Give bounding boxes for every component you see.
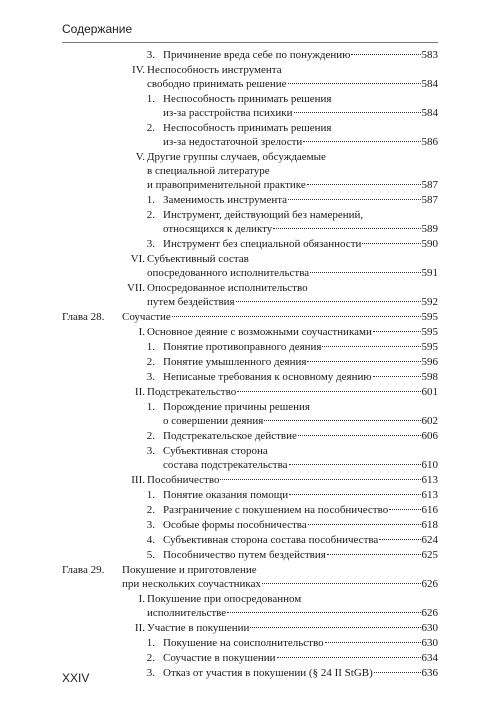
dot-leader [172, 316, 421, 317]
toc-subsection [0, 340, 500, 354]
toc-page-number: 583 [421, 49, 438, 61]
toc-section [0, 325, 500, 339]
toc-subsection [0, 92, 500, 120]
toc-title-line: Понятие противоправного деяния [163, 341, 322, 353]
toc-subsection [0, 503, 500, 517]
toc-title-line: Соучастие [122, 311, 171, 323]
toc-subsection [0, 121, 500, 149]
toc-leader-line [163, 636, 438, 650]
toc-subsection [0, 533, 500, 547]
toc-title-line: Понятие оказания помощи [163, 489, 289, 501]
toc-leader-line [122, 577, 438, 591]
toc-leader-line [163, 106, 438, 120]
dot-leader [389, 509, 420, 510]
toc-leader-line [163, 458, 438, 472]
toc-page-number: 610 [421, 459, 438, 471]
toc-number: 2. [146, 504, 155, 516]
toc-page-number: 636 [421, 667, 438, 679]
toc-page-number: 595 [421, 311, 438, 323]
toc-page-number: 626 [421, 607, 438, 619]
toc-title-line: Неспособность принимать решения [163, 122, 332, 134]
toc-leader-line [163, 193, 438, 207]
toc-leader-line [163, 414, 438, 428]
header-rule [62, 42, 438, 43]
toc-leader-line [163, 429, 438, 443]
toc-number: II. [134, 622, 145, 634]
dot-leader [307, 184, 421, 185]
toc-subsection [0, 651, 500, 665]
toc-page-number: 589 [421, 223, 438, 235]
toc-title-line: из-за недостаточной зрелости [163, 136, 303, 148]
toc-section [0, 621, 500, 635]
dot-leader [310, 272, 420, 273]
toc-title-line: о совершении деяния [163, 415, 264, 427]
toc-number: 5. [146, 549, 155, 561]
toc-title-line: Подстрекательское действие [163, 430, 297, 442]
toc-leader-line [163, 370, 438, 384]
dot-leader [288, 83, 421, 84]
toc-number: 3. [146, 371, 155, 383]
toc-leader-line [163, 488, 438, 502]
toc-number: 1. [146, 401, 155, 413]
dot-leader [373, 331, 421, 332]
toc-chapter [0, 563, 500, 591]
toc-subsection [0, 355, 500, 369]
toc-page-number: 630 [421, 622, 438, 634]
toc-page-number: 587 [421, 194, 438, 206]
dot-leader [307, 361, 420, 362]
toc-title-line: Пособничество путем бездействия [163, 549, 326, 561]
toc-page-number: 618 [421, 519, 438, 531]
toc-leader-line [163, 340, 438, 354]
toc-title-line: Покушение и приготовление [122, 564, 257, 576]
toc-title-line: Неспособность принимать решения [163, 93, 332, 105]
toc-subsection [0, 208, 500, 236]
toc-title-line: Неписаные требования к основному деянию [163, 371, 372, 383]
toc-title-line: Инструмент, действующий без намерений, [163, 209, 364, 221]
dot-leader [220, 479, 420, 480]
toc-subsection [0, 429, 500, 443]
dot-leader [373, 376, 421, 377]
toc-chapter [0, 310, 500, 324]
toc-page-number: 616 [421, 504, 438, 516]
toc-title-line: Субъективная сторона состава пособничества [163, 534, 379, 546]
toc-number: 3. [146, 49, 155, 61]
running-header: Содержание [62, 22, 133, 36]
toc-number: 1. [146, 489, 155, 501]
toc-subsection [0, 237, 500, 251]
toc-page-number: 598 [421, 371, 438, 383]
toc-title-line: Участие в покушении [147, 622, 250, 634]
toc-number: 2. [146, 209, 155, 221]
toc-subsection [0, 518, 500, 532]
toc-leader-line [163, 666, 438, 680]
toc-number: 3. [146, 519, 155, 531]
toc-page-number: 626 [421, 578, 438, 590]
dot-leader [227, 612, 420, 613]
toc-subsection [0, 636, 500, 650]
toc-number: 1. [146, 194, 155, 206]
toc-subsection [0, 548, 500, 562]
toc-leader-line [163, 518, 438, 532]
dot-leader [322, 346, 420, 347]
toc-page-number: 587 [421, 179, 438, 191]
toc-title-line: Основное деяние с возможными соучастниками [147, 326, 372, 338]
toc-number: I. [138, 593, 145, 605]
toc-title-line: Понятие умышленного деяния [163, 356, 307, 368]
dot-leader [303, 141, 420, 142]
toc-leader-line [163, 355, 438, 369]
toc-title-line: Пособничество [147, 474, 220, 486]
toc-number: 4. [146, 534, 155, 546]
dot-leader [327, 554, 421, 555]
toc-leader-line [147, 77, 438, 91]
toc-section [0, 592, 500, 620]
toc-number: 1. [146, 637, 155, 649]
toc-title-line: состава подстрекательства [163, 459, 288, 471]
dot-leader [298, 435, 421, 436]
toc-leader-line [163, 222, 438, 236]
toc-title-line: Неспособность инструмента [147, 64, 282, 76]
toc-subsection [0, 444, 500, 472]
toc-title-line: из-за расстройства психики [163, 107, 293, 119]
dot-leader [325, 642, 421, 643]
dot-leader [236, 301, 421, 302]
toc-number: V. [135, 151, 145, 163]
toc-title-line: и правоприменительной практике [147, 179, 306, 191]
toc-leader-line [147, 621, 438, 635]
toc-section [0, 281, 500, 309]
toc-page-number: 601 [421, 386, 438, 398]
toc-number: 1. [146, 341, 155, 353]
toc-title-line: Порождение причины решения [163, 401, 310, 413]
toc-leader-line [147, 295, 438, 309]
dot-leader [262, 583, 421, 584]
toc-page-number: 596 [421, 356, 438, 368]
toc-title-line: исполнительстве [147, 607, 227, 619]
toc-number: 3. [146, 445, 155, 457]
toc-number: III. [131, 474, 145, 486]
toc-page-number: 584 [421, 78, 438, 90]
toc-page-number: 606 [421, 430, 438, 442]
dot-leader [277, 657, 421, 658]
toc-page-number: 613 [421, 489, 438, 501]
toc-section [0, 473, 500, 487]
toc-section [0, 150, 500, 192]
toc-title-line: в специальной литературе [147, 165, 270, 177]
toc-title-line: Покушение при опосредованном [147, 593, 302, 605]
toc-leader-line [147, 473, 438, 487]
toc-leader-line [122, 310, 438, 324]
toc-number: 2. [146, 652, 155, 664]
toc-leader-line [163, 533, 438, 547]
toc-page-number: 591 [421, 267, 438, 279]
toc-page-number: 595 [421, 326, 438, 338]
toc-title-line: опосредованного исполнительства [147, 267, 310, 279]
toc-title-line: при нескольких соучастниках [122, 578, 261, 590]
toc-page-number: 602 [421, 415, 438, 427]
dot-leader [237, 391, 420, 392]
dot-leader [289, 494, 420, 495]
toc-page-number: 592 [421, 296, 438, 308]
toc-page-number: 634 [421, 652, 438, 664]
dot-leader [362, 243, 420, 244]
dot-leader [308, 524, 421, 525]
dot-leader [379, 539, 420, 540]
toc-leader-line [147, 266, 438, 280]
toc-leader-line [163, 503, 438, 517]
dot-leader [288, 199, 420, 200]
toc-number: II. [134, 386, 145, 398]
toc-number: 3. [146, 238, 155, 250]
toc-page-number: 586 [421, 136, 438, 148]
toc-section [0, 63, 500, 91]
toc-leader-line [147, 385, 438, 399]
toc-page-number: 625 [421, 549, 438, 561]
toc-leader-line [163, 48, 438, 62]
toc-subsection [0, 488, 500, 502]
toc-title-line: Подстрекательство [147, 386, 237, 398]
toc-number: 2. [146, 122, 155, 134]
toc-leader-line [163, 548, 438, 562]
toc-title-line: Причинение вреда себе по понуждению [163, 49, 351, 61]
toc-title-line: Другие группы случаев, обсуждаемые [147, 151, 326, 163]
toc-leader-line [163, 135, 438, 149]
dot-leader [289, 464, 421, 465]
toc-title-line: Субъективная сторона [163, 445, 268, 457]
toc-subsection [0, 400, 500, 428]
toc-leader-line [147, 178, 438, 192]
toc-page-number: 590 [421, 238, 438, 250]
toc-page-number: 630 [421, 637, 438, 649]
dot-leader [273, 228, 420, 229]
dot-leader [294, 112, 421, 113]
toc-title-line: Соучастие в покушении [163, 652, 276, 664]
toc-number: Глава 29. [62, 564, 105, 576]
toc-number: 3. [146, 667, 155, 679]
toc-number: Глава 28. [62, 311, 105, 323]
toc-number: I. [138, 326, 145, 338]
toc-number: 1. [146, 93, 155, 105]
toc-title-line: Отказ от участия в покушении (§ 24 II StGB) [163, 667, 373, 679]
toc-subsection [0, 370, 500, 384]
toc-page-number: 595 [421, 341, 438, 353]
toc-title-line: свободно принимать решение [147, 78, 287, 90]
dot-leader [374, 672, 421, 673]
toc-title-line: Опосредованное исполнительство [147, 282, 308, 294]
toc-title-line: путем бездействия [147, 296, 235, 308]
toc-title-line: Разграничение с покушением на пособничество [163, 504, 389, 516]
toc-title-line: относящихся к деликту [163, 223, 273, 235]
toc-leader-line [147, 325, 438, 339]
toc-number: VI. [130, 253, 145, 265]
toc-number: 2. [146, 356, 155, 368]
toc-number: 2. [146, 430, 155, 442]
toc-title-line: Инструмент без специальной обязанности [163, 238, 362, 250]
toc-number: IV. [132, 64, 145, 76]
toc-page-number: 584 [421, 107, 438, 119]
toc-page-number: 613 [421, 474, 438, 486]
toc-title-line: Особые формы пособничества [163, 519, 307, 531]
page-number: XXIV [62, 671, 90, 685]
toc-title-line: Покушение на соисполнительство [163, 637, 324, 649]
toc-leader-line [147, 606, 438, 620]
toc-leader-line [163, 237, 438, 251]
toc-section [0, 252, 500, 280]
toc-number: VII. [126, 282, 145, 294]
toc-title-line: Субъективный состав [147, 253, 249, 265]
toc-page-number: 624 [421, 534, 438, 546]
dot-leader [250, 627, 420, 628]
dot-leader [351, 54, 420, 55]
dot-leader [264, 420, 420, 421]
toc-section [0, 385, 500, 399]
toc-title-line: Заменимость инструмента [163, 194, 288, 206]
toc-subsection [0, 193, 500, 207]
toc-leader-line [163, 651, 438, 665]
toc-subsection [0, 48, 500, 62]
